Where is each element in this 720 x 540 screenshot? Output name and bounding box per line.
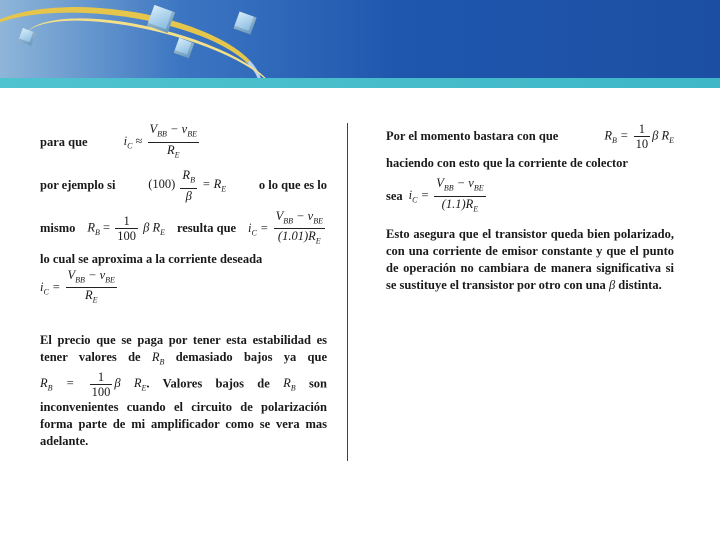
text: lo cual se aproxima a la corriente deseada	[40, 251, 263, 266]
equation-rb-100: $R_B$ = $\frac{1}{100}$ β $R_E$	[87, 214, 165, 243]
equation-ic-101: $i_C$ = $\frac{V_{BB} - v_{BE}}{(1.01)R_E}$	[248, 208, 323, 246]
banner-accent-strip	[0, 78, 720, 88]
paragraph-polarization: Esto asegura que el transistor queda bien polarizado, con una corriente de emisor constante y que el punto de operación no cambiara de manera significativa si se sustituye el transistor por otro con una β distinta.	[386, 227, 674, 292]
header-banner	[0, 0, 720, 78]
text: resulta que	[176, 221, 237, 235]
right-line-3	[386, 176, 674, 216]
left-line-3	[40, 209, 327, 249]
text: por ejemplo si	[40, 177, 116, 192]
text: mismo	[40, 221, 76, 235]
equation-condition: (100) $\frac{R_B}{\beta}$ = $R_E$	[148, 168, 227, 203]
text: haciendo con esto que la corriente de colector	[386, 156, 628, 170]
right-line-1	[386, 122, 674, 151]
column-divider	[347, 123, 348, 461]
equation-rb-10: $R_B$ = $\frac{1}{10}$ β $R_E$	[604, 122, 674, 151]
left-line-2	[40, 168, 327, 203]
left-line-1	[40, 122, 327, 162]
text: Por el momento bastara con que	[386, 129, 559, 143]
equation-ic-approx: $i_C$ ≈ $\frac{V_{BB} - v_{BE}}{R_E}$	[123, 122, 197, 159]
equation-ic-11: $i_C$ = $\frac{V_{BB} - v_{BE}}{(1.1)R_E}$	[408, 176, 484, 213]
cube-decoration	[233, 11, 256, 34]
text: o lo que es lo	[258, 177, 327, 192]
text: para que	[40, 134, 88, 149]
right-column	[386, 122, 674, 294]
paragraph-stability: El precio que se paga por tener esta estabilidad es tener valores de $R_B$ demasiado bajos ya que $R_B$ = $\frac{1}{100}$ β $R_E$. Valores bajos de $R_B$ son inconvenientes cuando el circuito de polarización forma parte de mi amplificador como se vera mas adelante.	[40, 332, 328, 448]
left-column	[40, 122, 327, 450]
text: sea	[386, 188, 403, 203]
equation-ic-final: $i_C$ = $\frac{V_{BB} - v_{BE}}{R_E}$	[40, 267, 115, 305]
